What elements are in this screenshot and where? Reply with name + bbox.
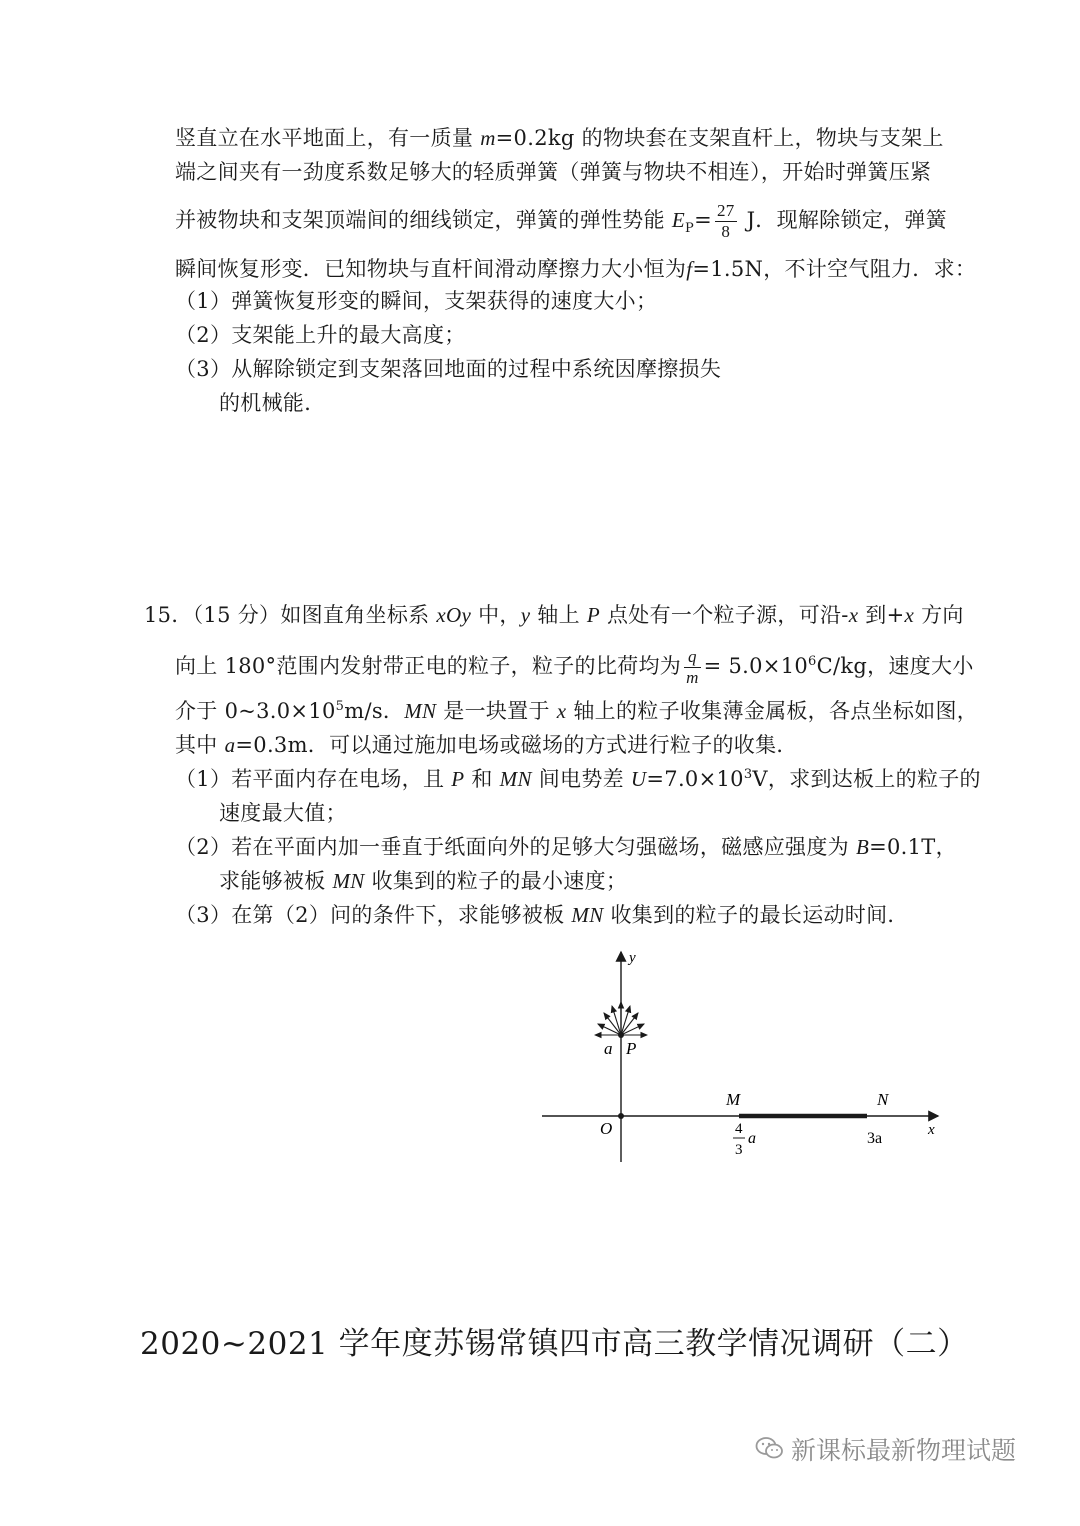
m-coord-numerator: 4 xyxy=(735,1121,743,1137)
q14-line-1: 竖直立在水平地面上，有一质量 m=0.2kg 的物块套在支架直杆上，物块与支架上 xyxy=(175,126,944,150)
emission-arrows xyxy=(595,1002,647,1035)
q15-sub-1: （1）若平面内存在电场，且 P 和 MN 间电势差 $U=7.0\times 10^3V$，求到达板上的粒子的 xyxy=(175,767,981,791)
watermark xyxy=(755,1431,1016,1468)
q14-line-2: 端之间夹有一劲度系数足够大的轻质弹簧（弹簧与物块不相连），开始时弹簧压紧 xyxy=(175,160,932,184)
q15-line-1: 15．（15 分）如图直角坐标系 xOy 中，y 轴上 P 点处有一个粒子源，可沿-x 到+x 方向 xyxy=(144,603,964,627)
q14-sub-3-cont: 的机械能． xyxy=(219,391,326,415)
q14-line-4: 瞬间恢复形变．已知物块与直杆间滑动摩擦力大小恒为f=1.5N，不计空气阻力．求： xyxy=(175,257,977,281)
x-axis-label: x xyxy=(928,1122,935,1138)
q15-line-3: 介于 $0\sim 3.0\times 10^5m/s$．MN 是一块置于 x 轴上的粒子收集薄金属板，各点坐标如图， xyxy=(175,699,979,723)
wechat-icon xyxy=(755,1436,785,1468)
q15-sub-2-cont: 求能够被板 MN 收集到的粒子的最小速度； xyxy=(219,869,628,893)
m-coord-variable: a xyxy=(748,1130,756,1147)
n-coord-label: 3a xyxy=(867,1130,883,1147)
watermark-text: 新课标最新物理试题 xyxy=(791,1436,1017,1465)
q15-line-2: 向上 180°范围内发射带正电的粒子，粒子的比荷均为 $\frac{q}{m}$ = $5.0\times 10^6C/kg$，速度大小 xyxy=(175,647,974,687)
coordinate-diagram xyxy=(530,940,960,1170)
y-axis-label: y xyxy=(629,950,636,966)
origin-label: O xyxy=(600,1119,613,1138)
m-coord-denominator: 3 xyxy=(735,1142,743,1158)
p-label: P xyxy=(626,1039,637,1058)
q14-sub-2: （2）支架能上升的最大高度； xyxy=(175,323,466,347)
origin-dot xyxy=(618,1113,624,1119)
q15-sub-2: （2）若在平面内加一垂直于纸面向外的足够大匀强磁场，磁感应强度为 B=0.1T， xyxy=(175,835,957,859)
q14-line-3: 并被物块和支架顶端间的细线锁定，弹簧的弹性势能 $E_P=$ $\frac{27}{8}$ J．现解除锁定，弹簧 xyxy=(175,201,947,241)
q14-sub-1: （1）弹簧恢复形变的瞬间，支架获得的速度大小； xyxy=(175,289,658,313)
q15-sub-1-cont: 速度最大值； xyxy=(219,801,347,825)
q15-sub-3: （3）在第（2）问的条件下，求能够被板 MN 收集到的粒子的最长运动时间． xyxy=(175,903,909,927)
charge-mass-fraction: $\frac{q}{m}$ xyxy=(686,647,699,687)
m-label: M xyxy=(726,1090,741,1109)
energy-fraction: $\frac{27}{8}$ xyxy=(716,201,735,241)
exam-title: 2020~2021 学年度苏锡常镇四市高三教学情况调研（二） xyxy=(140,1326,969,1362)
n-label: N xyxy=(877,1090,889,1109)
a-label: a xyxy=(604,1039,613,1058)
q14-sub-3: （3）从解除锁定到支架落回地面的过程中系统因摩擦损失 xyxy=(175,357,722,381)
q15-line-4: 其中 a=0.3m．可以通过施加电场或磁场的方式进行粒子的收集． xyxy=(175,733,798,757)
